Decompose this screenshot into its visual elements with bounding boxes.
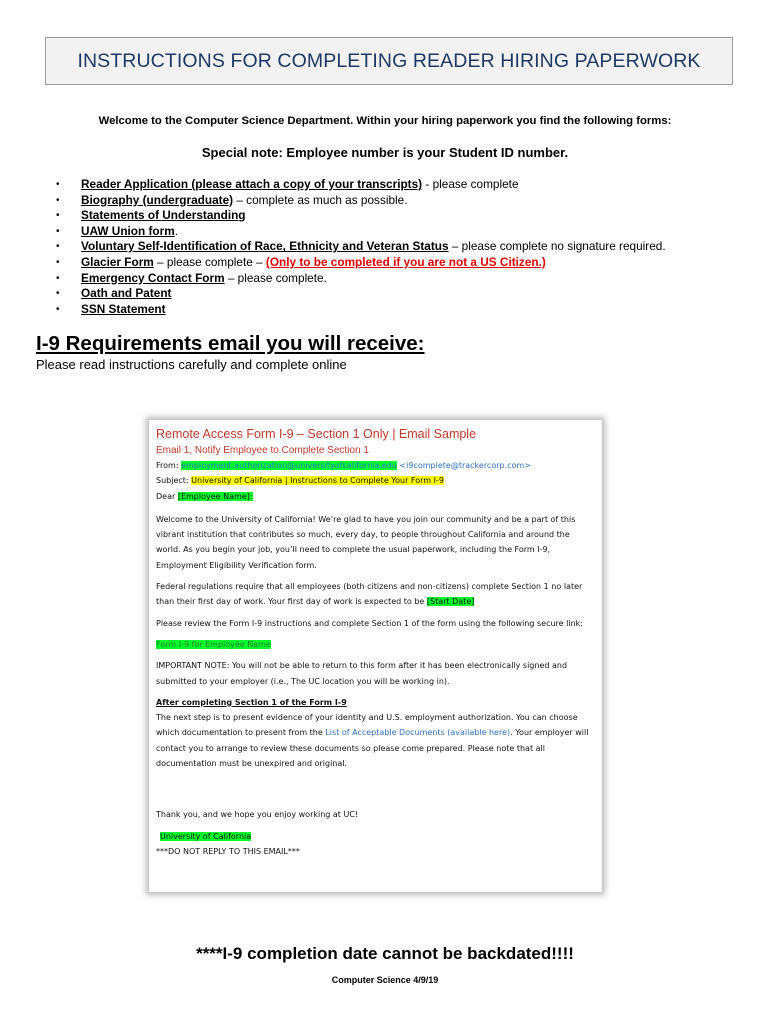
form-note: – please complete. [224,270,327,285]
form-note: . [174,223,178,238]
next-step-text: The next step is to present evidence of your identity and U.S. employment authorization. You can choose which documentation to present from the [156,713,578,738]
email-form-link-row [156,637,596,652]
form-note: – please complete – [153,254,266,269]
bullet-icon: • [56,241,60,253]
from-address-link[interactable]: employment.authorization@universityofcalifornia.edu [181,461,397,470]
list-item [56,302,666,318]
list-item [56,224,666,240]
bullet-icon: • [56,303,60,315]
form-i9-link[interactable]: Form I-9 for Employee Name [156,639,271,649]
email-signature: University of California [160,831,252,841]
footer-credit: Computer Science 4/9/19 [331,975,439,985]
federal-text: Federal regulations require that all employees (both citizens and non-citizens) complete Section 1 no later than their first day of work. Your first day of work is expected to be [156,582,583,607]
form-name: Reader Application (please attach a copy of your transcripts) [81,177,423,191]
form-name: Emergency Contact Form [81,270,225,285]
list-item [56,286,666,302]
dear-label: Dear [156,491,178,501]
i9-heading: I-9 Requirements email you will receive: [36,332,425,355]
subject-label: Subject: [156,476,192,486]
email-para-federal [156,579,596,610]
start-date-placeholder: [Start Date] [426,597,475,607]
from-alias: <i9complete@trackercorp.com> [396,461,531,470]
bullet-icon: • [56,225,60,237]
form-name: Glacier Form [81,254,154,269]
backdate-warning: ****I-9 completion date cannot be backdated!!!! [196,944,574,963]
email-para-welcome: Welcome to the University of California! We’re glad to have you join our community and be a part of this vibrant institution that contributes so much, every day, to people throughout California and around the world. As you begin your job, you’ll need to complete the usual paperwork, including the Form I-9, Employment Eligibility Verification form. [156,514,576,570]
email-subtitle: Email 1, Notify Employee to Complete Section 1 [156,445,369,456]
list-item [56,177,666,193]
list-item [56,239,666,255]
next-step-text-end: . Your employer will contact you to arrange to review these documents so please come prepared. Please note that all documentation must be unexpired and original. [156,728,589,769]
bullet-icon: • [56,256,60,268]
list-item [56,193,666,209]
forms-list [56,177,666,317]
special-note: Special note: Employee number is your Student ID number. [201,145,569,160]
bullet-icon: • [56,194,60,206]
title-box [45,37,733,85]
form-note: - please complete [422,177,519,191]
subject-value: University of California | Instructions to Complete Your Form I-9 [191,476,444,486]
page-title: INSTRUCTIONS FOR COMPLETING READER HIRING PAPERWORK [77,49,701,72]
list-item [56,271,666,287]
form-note: – complete as much as possible. [233,192,408,207]
email-sample-image [149,420,602,892]
list-item [56,208,666,224]
email-title: Remote Access Form I-9 – Section 1 Only | Email Sample [156,427,477,441]
email-para-important: IMPORTANT NOTE: You will not be able to return to this form after it has been electronically signed and submitted to your employer (i.e., The UC location you will be working in). [156,661,568,686]
email-signature-row [156,829,596,844]
form-name: Voluntary Self-Identification of Race, Ethnicity and Veteran Status [81,239,449,254]
email-from [156,458,596,473]
employee-name-placeholder: [Employee Name]: [177,491,253,501]
bullet-icon: • [56,210,60,222]
email-para-review: Please review the Form I-9 instructions and complete Section 1 of the form using the following secure link: [156,618,583,628]
email-after-heading: After completing Section 1 of the Form I-9 [156,697,347,707]
bullet-icon: • [56,179,60,190]
list-item [56,255,666,271]
from-label: From: [156,461,182,470]
form-name: UAW Union form [81,223,175,238]
email-thanks: Thank you, and we hope you enjoy working at UC! [156,810,359,820]
bullet-icon: • [56,288,60,300]
form-name: Statements of Understanding [81,208,246,223]
citizen-warning: (Only to be completed if you are not a US Citizen.) [265,254,546,269]
form-name: SSN Statement [81,301,166,316]
email-subject [156,473,596,488]
bullet-icon: • [56,272,60,284]
form-name: Biography (undergraduate) [81,192,234,207]
form-name: Oath and Patent [81,286,172,301]
email-para-next-step [156,710,596,771]
email-no-reply: ***DO NOT REPLY TO THIS EMAIL*** [156,846,300,856]
i9-subtext: Please read instructions carefully and complete online [36,357,347,372]
form-note: – please complete no signature required. [448,239,666,254]
welcome-text: Welcome to the Computer Science Department. Within your hiring paperwork you find the following forms: [98,115,672,127]
email-dear [156,489,596,504]
acceptable-docs-link[interactable]: List of Acceptable Documents (available here) [325,728,511,738]
